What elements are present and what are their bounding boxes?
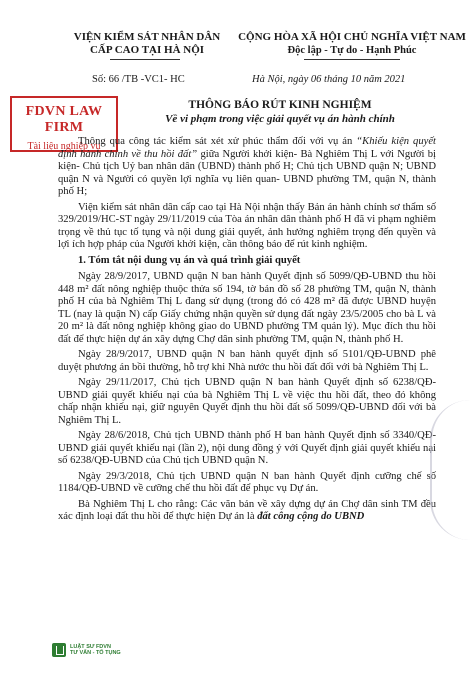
agency-line-1: VIỆN KIỂM SÁT NHÂN DÂN: [73, 31, 221, 43]
motto-underline: [304, 59, 400, 60]
intro-paragraph-2: Viện kiểm sát nhân dân cấp cao tại Hà Nội nhận thấy Bản án hành chính sơ thẩm số 329/2019/HC-ST ngày 29/11/2019 của Tòa án nhân dân thành phố H đã vi phạm nghiêm trọng về thủ tục tố tụng và nội dung giải quyết, ảnh hưởng nghiêm trọng đến quyền và lợi ích hợp pháp của Người khởi kiện, cần thông báo để rút kinh nghiệm.: [58, 201, 436, 250]
intro-text-b: giữa Người khởi kiện- Bà Nghiêm Thị L với Người bị kiện- Chủ tịch Uỷ ban nhân dân (UBND) thành phố H; Chủ tịch UBND quận N; UBND quận N và Người có quyền lợi nghĩa vụ liên quan- UBND phường TM, quận N, thành phố H;: [58, 148, 436, 197]
logo-text: [70, 644, 121, 656]
last-emphasis: đất công cộng do UBND: [257, 511, 365, 522]
logo-line-2: TƯ VẤN - TỐ TỤNG: [70, 650, 121, 656]
body-paragraph: Ngày 28/9/2017, UBND quận N ban hành Quyết định số 5099/QĐ-UBND thu hồi 448 m² đất nông nghiệp thuộc thửa số 194, tờ bản đồ số 28 phường TM, quận N, thành phố H của bà Nghiêm Thị L đang sử dụng (trong đó có 428 m² đã được UBND huyện TL (nay là quận N) cấp Giấy chứng nhận quyền sử dụng đất ngày 23/5/2005 cho bà L và 20 m² là đất nông nghiệp không giao do UBND phường TM quản lý). Mục đích thu hồi đất để thực hiện dự án xây dựng Chợ dân sinh phường TM, quận N, thành phố H.: [58, 271, 436, 345]
document-number: Số: 66 /TB -VC1- HC: [92, 74, 185, 85]
watermark-tagline: Tài liệu nghiệp vụ: [27, 141, 101, 152]
case-name: “Khiếu kiện quyết định hành chính về thu hồi đất”: [58, 136, 436, 160]
nation-header: [236, 31, 468, 57]
document-title: THÔNG BÁO RÚT KINH NGHIỆM: [188, 99, 372, 111]
footer-logo: [52, 643, 121, 657]
seal-stamp-edge: [430, 400, 474, 540]
agency-header: [62, 31, 232, 57]
document-date: Hà Nội, ngày 06 tháng 10 năm 2021: [252, 74, 406, 85]
body-paragraph: Ngày 29/11/2017, Chủ tịch UBND quận N ban hành Quyết định số 6238/QĐ-UBND giải quyết khiếu nại của bà Nghiêm Thị L về việc thu hồi đất, theo đó không chấp nhận khiếu nại, giữ nguyên Quyết định thu hồi đất số 5099/QĐ-UBND đối với bà Nghiêm Thị L.: [58, 377, 436, 426]
logo-line-1: LUẬT SƯ FDVN: [70, 644, 111, 650]
nation-motto: Độc lập - Tự do - Hạnh Phúc: [287, 45, 417, 56]
body-paragraph-last: [58, 499, 436, 524]
body-paragraph: Ngày 29/3/2018, Chủ tịch UBND quận N ban hành Quyết định cưỡng chế số 1184/QĐ-UBND về cưỡng chế thu hồi đất để phục vụ Dự án.: [58, 470, 436, 494]
document-body: [58, 136, 436, 527]
nation-name: CỘNG HÒA XÃ HỘI CHỦ NGHĨA VIỆT NAM: [238, 31, 466, 43]
intro-paragraph-1: [58, 136, 436, 199]
body-paragraph: Ngày 28/9/2017, UBND quận N ban hành quyết định số 5101/QĐ-UBND phê duyệt phương án bồi thường, hỗ trợ khi Nhà nước thu hồi đất đối với bà Nghiêm Thị L.: [58, 349, 436, 373]
body-paragraph: Ngày 28/6/2018, Chủ tịch UBND thành phố H ban hành Quyết định số 3340/QĐ-UBND giải quyết khiếu nại (lần 2), nội dung đồng ý với Quyết định giải quyết khiếu nại số 6238/QĐ-UBND của Chủ tịch UBND quận N.: [58, 430, 436, 466]
law-firm-logo-icon: [52, 643, 66, 657]
document-subtitle: Về vi phạm trong việc giải quyết vụ án hành chính: [165, 113, 395, 125]
agency-line-2: CẤP CAO TẠI HÀ NỘI: [89, 44, 205, 56]
intro-text-a: Thông qua công tác kiểm sát xét xử phúc thẩm đối với vụ án: [78, 136, 357, 147]
agency-underline: [110, 59, 180, 60]
last-text: Bà Nghiêm Thị L cho rằng: Các văn bản về xây dựng dự án Chợ dân sinh TM đều xác định loại đất thu hồi để thực hiện Dự án là: [58, 498, 436, 522]
section-1-heading: 1. Tóm tắt nội dung vụ án và quá trình giải quyết: [78, 254, 301, 266]
watermark-brand: FDVN LAW FIRM: [25, 104, 103, 135]
